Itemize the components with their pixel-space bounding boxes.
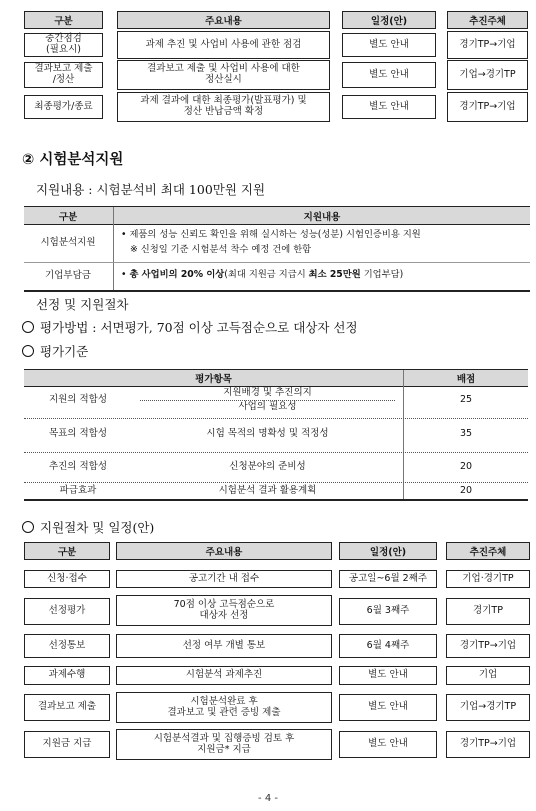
bottom-header-content: 주요내용	[116, 542, 332, 560]
top-row-schedule: 별도 안내	[342, 33, 436, 57]
bottom-row-content: 시험분석완료 후 결과보고 및 관련 증빙 제출	[116, 692, 332, 723]
bottom-row-category: 지원금 지급	[24, 731, 110, 758]
support-header-content: 지원내용	[114, 207, 530, 224]
top-header-actor: 추진주체	[447, 11, 528, 29]
bottom-row-schedule: 별도 안내	[339, 731, 437, 758]
top-row-category: 결과보고 제출 /정산	[24, 62, 103, 88]
eval-header-item: 평가항목	[24, 370, 403, 386]
bottom-row-category: 신청·접수	[24, 570, 110, 588]
support-row-category: 시험분석지원	[40, 236, 96, 248]
page-number: - 4 -	[258, 793, 278, 804]
top-row-actor: 경기TP→기업	[447, 31, 528, 59]
eval-row-item: 사업의 필요성	[238, 401, 297, 413]
support-row-line: • 제품의 성능 신뢰도 확인을 위해 실시하는 성능(성분) 시험인증비용 지원	[121, 229, 421, 240]
bottom-row-actor: 기업	[446, 666, 530, 685]
eval-row-category: 파급효과	[59, 484, 97, 496]
eval-header-score: 배점	[404, 370, 528, 386]
bottom-row-schedule: 6월 3째주	[339, 598, 437, 625]
bottom-header-schedule: 일정(안)	[339, 542, 437, 560]
eval-row-item: 시험분석 결과 활용계획	[218, 484, 317, 496]
bottom-row-category: 선정통보	[24, 634, 110, 658]
eval-row-score: 25	[459, 394, 473, 406]
bottom-row-category: 과제수행	[24, 666, 110, 685]
support-content-line: 지원내용 : 시험분석비 최대 100만원 지원	[36, 182, 266, 197]
bottom-row-content: 선정 여부 개별 통보	[116, 634, 332, 658]
eval-row-score: 20	[459, 460, 473, 472]
top-row-category: 최종평가/종료	[24, 95, 103, 119]
selection-heading: 선정 및 지원절차	[36, 297, 129, 312]
eval-row-item: 신청분야의 준비성	[229, 460, 306, 472]
eval-row-item: 지원배경 및 추진의지	[223, 387, 312, 399]
bottom-row-schedule: 별도 안내	[339, 666, 437, 685]
section-title	[22, 148, 123, 169]
evaluation-method: 평가방법 : 서면평가, 70점 이상 고득점순으로 대상자 선정	[22, 318, 358, 336]
top-row-schedule: 별도 안내	[342, 62, 436, 88]
top-row-actor: 경기TP→기업	[447, 92, 528, 122]
eval-row-item: 시험 목적의 명확성 및 적정성	[206, 427, 329, 439]
eval-row-score: 20	[459, 484, 473, 496]
support-row-burden: • 총 사업비의 20% 이상(최대 지원금 지급시 최소 25만원 기업부담)	[121, 269, 404, 280]
top-row-content: 과제 결과에 대한 최종평가(발표평가) 및 정산 반납금액 확정	[117, 92, 330, 122]
evaluation-criteria: 평가기준	[22, 342, 88, 360]
top-row-category: 중간점검 (필요시)	[24, 33, 103, 57]
bottom-row-category: 결과보고 제출	[24, 694, 110, 721]
bottom-row-schedule: 공고일~6월 2째주	[339, 570, 437, 588]
top-row-actor: 기업→경기TP	[447, 60, 528, 90]
bottom-row-content: 공고기간 내 접수	[116, 570, 332, 588]
support-row-category: 기업부담금	[45, 269, 91, 281]
bottom-row-actor: 경기TP→기업	[446, 731, 530, 758]
bottom-row-category: 선정평가	[24, 598, 110, 625]
eval-row-category: 지원의 적합성	[48, 394, 108, 406]
bottom-row-actor: 기업·경기TP	[446, 570, 530, 588]
top-row-content: 과제 추진 및 사업비 사용에 관한 점검	[117, 31, 330, 59]
bottom-row-schedule: 6월 4째주	[339, 634, 437, 658]
top-header-schedule: 일정(안)	[342, 11, 436, 29]
section-number: ②	[22, 152, 35, 168]
eval-row-category: 추진의 적합성	[48, 460, 108, 472]
top-row-schedule: 별도 안내	[342, 95, 436, 119]
top-row-content: 결과보고 제출 및 사업비 사용에 대한 정산실시	[117, 60, 330, 90]
top-header-category: 구분	[24, 11, 103, 29]
eval-row-score: 35	[459, 427, 473, 439]
procedure-heading: 지원절차 및 일정(안)	[22, 518, 154, 536]
eval-row-category: 목표의 적합성	[48, 427, 108, 439]
bottom-row-content: 70점 이상 고득점순으로 대상자 선정	[116, 595, 332, 626]
top-header-content: 주요내용	[117, 11, 330, 29]
bottom-row-content: 시험분석 과제추진	[116, 666, 332, 685]
support-header-category: 구분	[24, 207, 112, 224]
bottom-row-schedule: 별도 안내	[339, 694, 437, 721]
bottom-row-actor: 기업→경기TP	[446, 694, 530, 721]
bottom-row-actor: 경기TP→기업	[446, 634, 530, 658]
section-title-text: 시험분석지원	[39, 152, 124, 168]
bottom-header-category: 구분	[24, 542, 110, 560]
bottom-row-content: 시험분석결과 및 집행증빙 검토 후 지원금* 지급	[116, 729, 332, 760]
support-row-note: ※ 신청일 기준 시험분석 착수 예정 건에 한함	[130, 244, 312, 255]
bottom-row-actor: 경기TP	[446, 598, 530, 625]
bottom-header-actor: 추진주체	[446, 542, 530, 560]
